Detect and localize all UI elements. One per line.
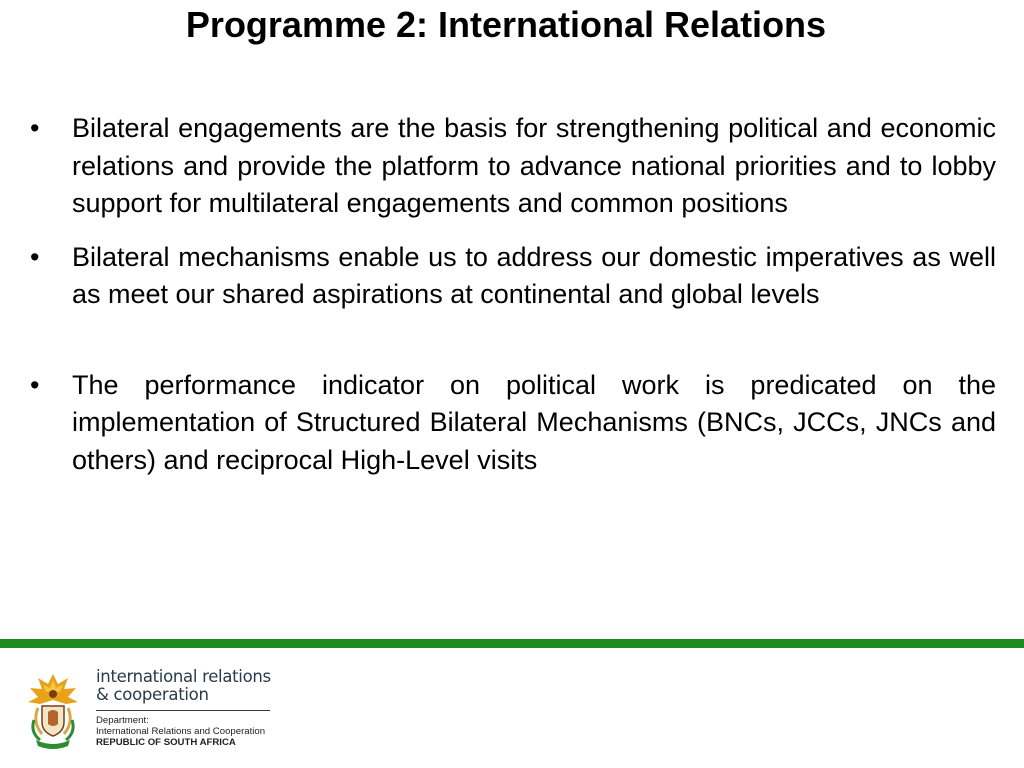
- bullet-list: [28, 110, 996, 479]
- bullet-text: Bilateral mechanisms enable us to address our domestic imperatives as well as meet our shared aspirations at continental and global levels: [72, 241, 996, 309]
- bullet-item-bilateral-engagements: [28, 110, 996, 223]
- bullet-text: Bilateral engagements are the basis for strengthening political and economic relations and provide the platform to advance national priorities and to lobby support for multilateral engagements and common positions: [72, 113, 996, 218]
- dept-name: International Relations and Cooperation: [96, 726, 266, 737]
- brand-line-1: international relations: [96, 667, 271, 686]
- brand-divider: [96, 710, 270, 711]
- brand-line-2: & cooperation: [96, 685, 209, 704]
- footer-divider-bar: [0, 639, 1024, 648]
- dept-label: Department:: [96, 715, 149, 726]
- coat-of-arms-icon: [22, 670, 84, 750]
- footer-logo-block: [22, 668, 322, 750]
- bullet-marker: •: [30, 241, 40, 272]
- bullet-item-performance-indicator: [28, 367, 996, 480]
- bullet-item-bilateral-mechanisms: [28, 239, 996, 314]
- bullet-marker: •: [30, 369, 40, 400]
- brand-text-block: [96, 668, 296, 748]
- country-name: REPUBLIC OF SOUTH AFRICA: [96, 737, 236, 748]
- bullet-marker: •: [30, 113, 40, 143]
- slide-title: Programme 2: International Relations: [185, 4, 827, 45]
- bullet-text: The performance indicator on political work is predicated on the implementation of Structured Bilateral Mechanisms (BNCs, JCCs, JNCs and others) and reciprocal High-Level visits: [72, 369, 996, 475]
